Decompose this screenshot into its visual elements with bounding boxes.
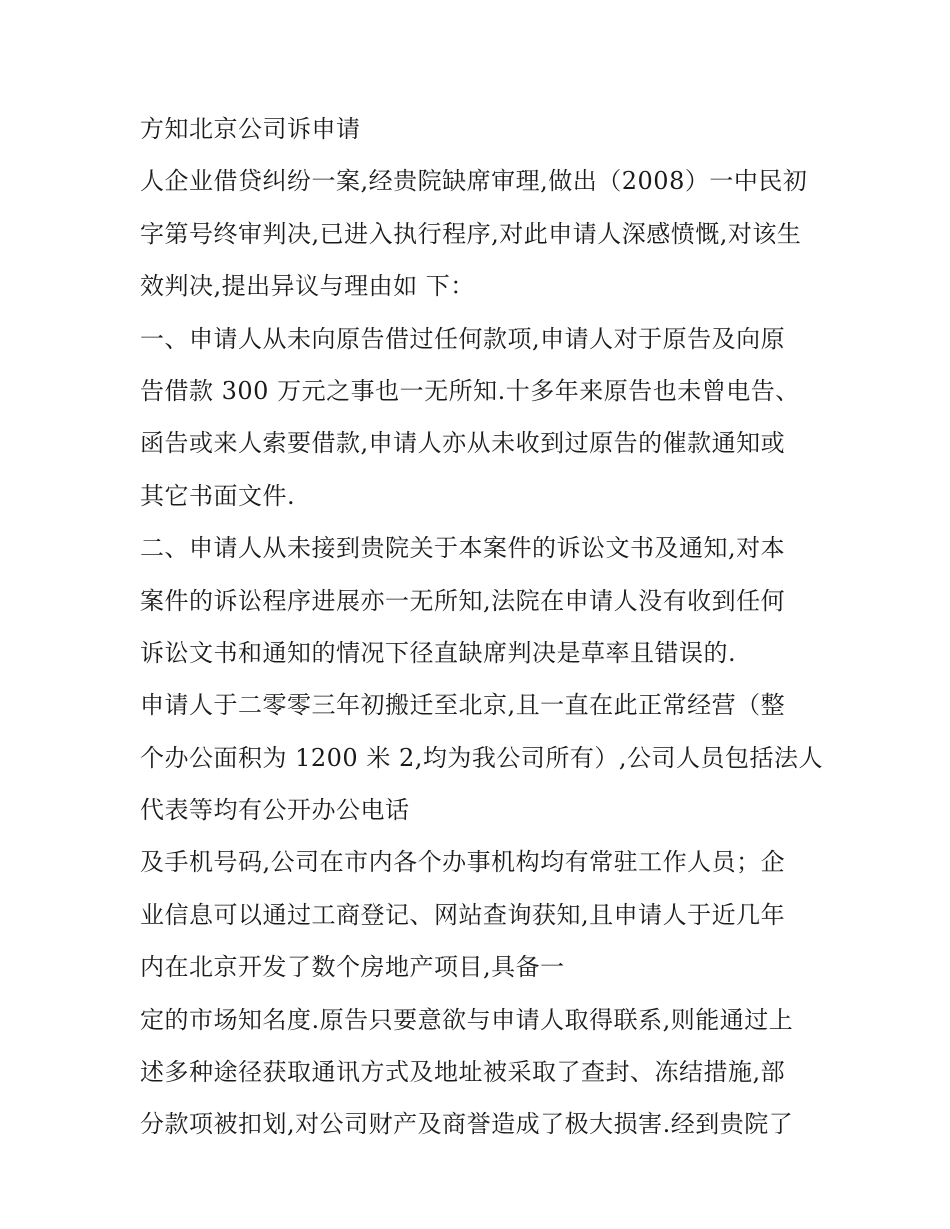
text-line: 分款项被扣划,对公司财产及商誉造成了极大损害.经到贵院了 — [140, 1110, 794, 1139]
text-line: 告借款 300 万元之事也一无所知.十多年来原告也未曾电告、 — [140, 376, 800, 405]
text-line: 述多种途径获取通讯方式及地址被采取了查封、冻结措施,部 — [140, 1058, 786, 1087]
document-body — [140, 108, 823, 1156]
text-line: 字第号终审判决,已进入执行程序,对此申请人深感愤慨,对该生 — [140, 219, 802, 248]
text-line: 二、申请人从未接到贵院关于本案件的诉讼文书及通知,对本 — [140, 534, 786, 563]
text-line: 其它书面文件. — [140, 481, 296, 510]
text-line: 代表等均有公开办公电话 — [140, 796, 410, 825]
text-line: 案件的诉讼程序进展亦一无所知,法院在申请人没有收到任何 — [140, 586, 786, 615]
text-line: 函告或来人索要借款,申请人亦从未收到过原告的催款通知或 — [140, 429, 786, 458]
text-line: 方知北京公司诉申请 — [140, 115, 361, 143]
text-line: 人企业借贷纠纷一案,经贵院缺席审理,做出（2008）一中民初 — [140, 167, 808, 196]
text-line: 申请人于二零零三年初搬迁至北京,且一直在此正常经营（整 — [140, 691, 786, 720]
text-line: 定的市场知名度.原告只要意欲与申请人取得联系,则能通过上 — [140, 1005, 794, 1034]
text-line: 内在北京开发了数个房地产项目,具备一 — [140, 953, 565, 982]
text-line: 诉讼文书和通知的情况下径直缺席判决是草率且错误的. — [140, 638, 737, 667]
text-line: 效判决,提出异议与理由如 下： — [140, 272, 475, 301]
text-line: 及手机号码,公司在市内各个办事机构均有常驻工作人员；企 — [140, 848, 786, 877]
text-line: 业信息可以通过工商登记、网站查询获知,且申请人于近几年 — [140, 900, 786, 929]
text-line: 一、申请人从未向原告借过任何款项,申请人对于原告及向原 — [140, 324, 786, 353]
text-line: 个办公面积为 1200 米 2,均为我公司所有）,公司人员包括法人 — [140, 743, 823, 772]
